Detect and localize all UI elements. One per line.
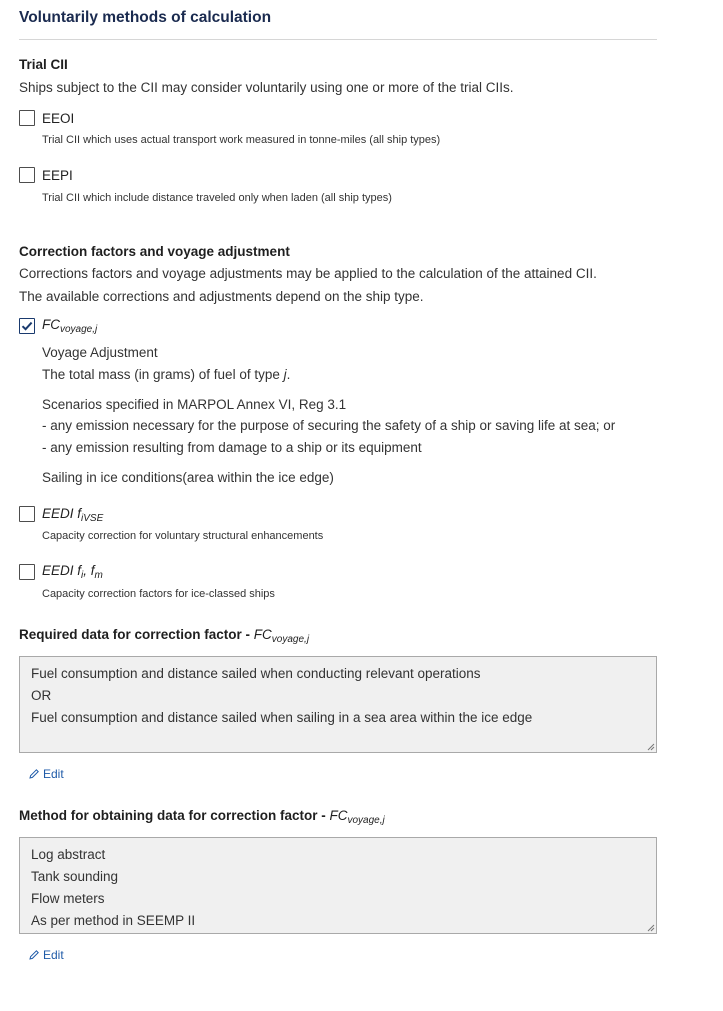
eedi-fi-fm-label-sub2: m (94, 570, 103, 581)
fc-voyage-mass-var: j (283, 367, 287, 382)
required-data-edit-label: Edit (43, 767, 64, 781)
pencil-icon (28, 768, 40, 780)
method-data-title-sub: voyage,j (347, 815, 385, 826)
resize-grip-icon[interactable] (646, 742, 655, 751)
required-data-line-1: Fuel consumption and distance sailed when conducting relevant operations (31, 666, 481, 681)
eedi-fi-fm-label-sep: , f (83, 563, 95, 578)
eepi-description: Trial CII which include distance traveled only when laden (all ship types) (42, 192, 392, 204)
required-data-line-2: OR (31, 688, 52, 703)
trial-cii-heading: Trial CII (19, 57, 68, 72)
required-data-title-var: FC (253, 627, 272, 642)
eedi-fivse-checkbox[interactable] (19, 506, 35, 522)
eedi-fivse-label-main: EEDI f (42, 506, 82, 521)
trial-cii-description: Ships subject to the CII may consider voluntarily using one or more of the trial CIIs. (19, 80, 514, 95)
resize-grip-icon[interactable] (646, 923, 655, 932)
divider (19, 39, 657, 40)
fc-voyage-mass (42, 363, 290, 386)
method-data-edit-label: Edit (43, 948, 64, 962)
method-data-title-var: FC (329, 808, 348, 823)
eedi-fi-fm-label-main: EEDI f (42, 563, 82, 578)
method-data-textarea[interactable] (19, 837, 657, 934)
required-data-line-3: Fuel consumption and distance sailed when sailing in a sea area within the ice edge (31, 710, 533, 725)
method-data-line-4: As per method in SEEMP II (31, 913, 196, 928)
page-title: Voluntarily methods of calculation (19, 9, 272, 26)
scenarios-heading: Scenarios specified in MARPOL Annex VI, Reg 3.1 (42, 397, 347, 412)
fc-voyage-mass-text: The total mass (in grams) of fuel of type (42, 367, 280, 382)
ice-conditions-text: Sailing in ice conditions(area within the ice edge) (42, 470, 334, 485)
eeoi-label[interactable]: EEOI (42, 111, 75, 126)
scenario-2: - any emission resulting from damage to a ship or its equipment (42, 440, 422, 455)
eedi-fi-fm-label-sub1: i (81, 570, 84, 581)
method-data-edit-link[interactable] (28, 948, 64, 962)
fc-voyage-label-main: FC (42, 317, 60, 332)
scenario-1: - any emission necessary for the purpose of securing the safety of a ship or saving life at sea; or (42, 418, 616, 433)
eedi-fi-fm-description: Capacity correction factors for ice-classed ships (42, 588, 275, 600)
eepi-label[interactable]: EEPI (42, 168, 73, 183)
fc-voyage-label-sub: voyage,j (60, 324, 98, 335)
required-data-title (19, 627, 309, 645)
required-data-title-sub: voyage,j (271, 634, 310, 645)
check-icon (20, 319, 34, 333)
fc-voyage-checkbox[interactable] (19, 318, 35, 334)
eedi-fi-fm-checkbox[interactable] (19, 564, 35, 580)
method-data-title-prefix: Method for obtaining data for correction factor - (19, 808, 330, 823)
method-data-line-3: Flow meters (31, 891, 105, 906)
method-data-line-1: Log abstract (31, 847, 106, 862)
eedi-fivse-description: Capacity correction for voluntary structural enhancements (42, 530, 324, 542)
fc-voyage-mass-end: . (286, 367, 291, 382)
pencil-icon (28, 949, 40, 961)
eedi-fi-fm-label[interactable] (42, 563, 103, 581)
method-data-line-2: Tank sounding (31, 869, 119, 884)
eedi-fivse-label-sub: iVSE (81, 513, 104, 524)
eepi-checkbox[interactable] (19, 167, 35, 183)
required-data-textarea[interactable] (19, 656, 657, 753)
required-data-edit-link[interactable] (28, 767, 64, 781)
corrections-description-1: Corrections factors and voyage adjustments may be applied to the calculation of the attained CII. (19, 266, 597, 281)
eeoi-checkbox[interactable] (19, 110, 35, 126)
required-data-title-prefix: Required data for correction factor - (19, 627, 254, 642)
fc-voyage-title: Voyage Adjustment (42, 345, 158, 360)
corrections-heading: Correction factors and voyage adjustment (19, 244, 290, 259)
eedi-fivse-label[interactable] (42, 506, 103, 524)
method-data-title (19, 808, 385, 826)
fc-voyage-label[interactable] (42, 317, 97, 335)
eeoi-description: Trial CII which uses actual transport work measured in tonne-miles (all ship types) (42, 134, 441, 146)
corrections-description-2: The available corrections and adjustments depend on the ship type. (19, 289, 424, 304)
